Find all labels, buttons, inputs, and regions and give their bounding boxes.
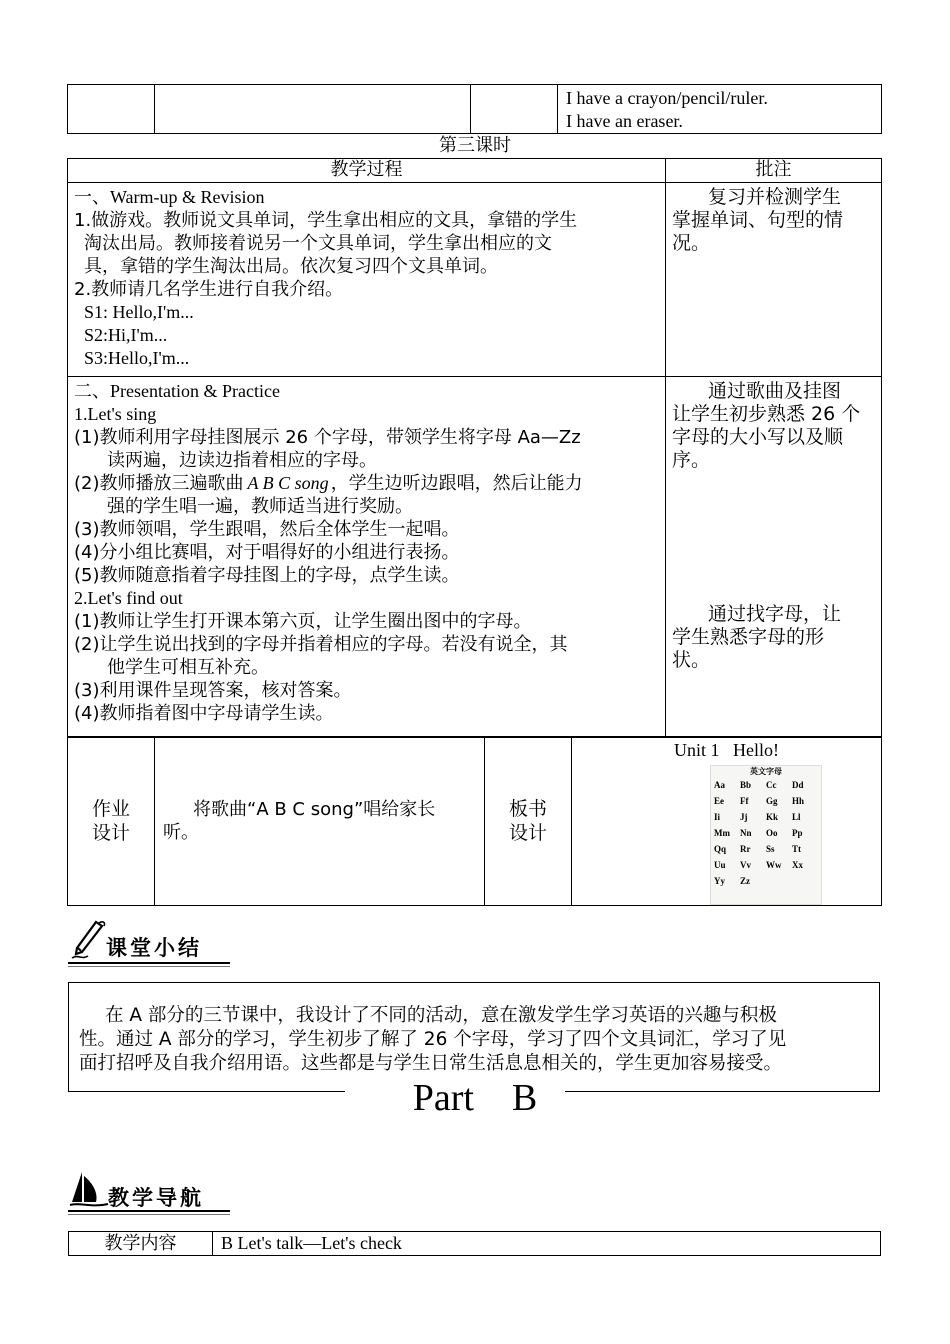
alphabet-chart-title: 英文字母: [750, 767, 782, 776]
section2-note: 字母的大小写以及顺: [672, 426, 844, 448]
section2-line: (4)分小组比赛唱，对于唱得好的小组进行表扬。: [74, 542, 460, 563]
alphabet-letter: Kk: [766, 812, 779, 822]
section2-line: (3)教师领唱，学生跟唱，然后全体学生一起唱。: [74, 519, 460, 540]
alphabet-letter: Uu: [714, 860, 726, 870]
summary-line: 面打招呼及自我介绍用语。这些都是与学生日常生活息息相关的，学生更加容易接受。: [79, 1053, 783, 1074]
section1-line: 1.做游戏。教师说文具单词，学生拿出相应的文具，拿错的学生: [74, 210, 578, 231]
alphabet-letter: Qq: [714, 844, 727, 854]
section2-line: (1)教师利用字母挂图展示 26 个字母，带领学生将字母 Aa—Zz: [74, 427, 581, 448]
board-content-cell: [572, 737, 882, 906]
alphabet-letter: Pp: [792, 828, 803, 838]
section2-note: 学生熟悉字母的形: [672, 626, 825, 648]
section2-note: 通过歌曲及挂图: [708, 380, 842, 402]
alphabet-letter: Ss: [766, 844, 775, 854]
alphabet-letter: Ii: [714, 812, 721, 822]
homework-table: [67, 736, 882, 906]
heading-underline: [68, 966, 230, 967]
top-table-cell-2: [155, 85, 471, 134]
alphabet-letter: Vv: [740, 860, 751, 870]
alphabet-letter: Nn: [740, 828, 752, 838]
homework-content-cell: [155, 737, 485, 906]
alphabet-letter: Ll: [792, 812, 801, 822]
alphabet-letter: Aa: [714, 780, 725, 790]
homework-content: 听。: [163, 822, 199, 843]
section1-line: 2.教师请几名学生进行自我介绍。: [74, 279, 344, 300]
homework-label-cell: [68, 737, 155, 906]
section2-line: (5)教师随意指着字母挂图上的字母，点学生读。: [74, 565, 460, 586]
alphabet-letter: Cc: [766, 780, 777, 790]
guide-heading: [68, 1168, 233, 1218]
heading-underline: [68, 1210, 230, 1212]
section1-cell: [68, 183, 666, 377]
section2-line: 强的学生唱一遍，教师适当进行奖励。: [107, 496, 413, 517]
section1-line: 具，拿错的学生淘汰出局。依次复习四个文具单词。: [84, 256, 498, 277]
lesson-title: 第三课时: [439, 135, 511, 156]
board-title: Unit 1 Hello!: [674, 740, 779, 760]
section2-note: 让学生初步熟悉 26 个: [672, 403, 861, 425]
section2-line-part: ，学生边听边跟唱，然后让能力: [330, 473, 583, 494]
alphabet-letter: Oo: [766, 828, 778, 838]
alphabet-letter: Zz: [740, 876, 750, 886]
board-label-cell: [485, 737, 572, 906]
board-label: 板书: [508, 798, 547, 820]
section1-note: 况。: [672, 232, 711, 254]
guide-heading-text: 教学导航: [108, 1186, 204, 1210]
section2-note-cell: [666, 377, 882, 738]
section2-line: (4)教师指着图中字母请学生读。: [74, 703, 334, 724]
section1-note: 掌握单词、句型的情: [672, 209, 844, 231]
content-value-cell: [213, 1232, 881, 1256]
section2-line-part: (2)教师播放三遍歌曲: [74, 473, 244, 494]
top-table: [67, 84, 882, 134]
alphabet-letter: Ee: [714, 796, 724, 806]
header-process: [68, 159, 666, 183]
section2-line: (1)教师让学生打开课本第六页，让学生圈出图中的字母。: [74, 611, 532, 632]
summary-heading: [68, 918, 233, 968]
section2-cell: [68, 377, 666, 738]
header-notes-label: 批注: [755, 159, 792, 180]
summary-line: 在 A 部分的三节课中，我设计了不同的活动，意在激发学生学习英语的兴趣与积极: [105, 1005, 777, 1026]
part-b-title: Part B: [412, 1077, 538, 1119]
section2-note: 状。: [672, 649, 711, 671]
alphabet-letter: Hh: [792, 796, 805, 806]
section1-dialog: S3:Hello,I'm...: [84, 348, 190, 368]
section2-line: 他学生可相互补充。: [107, 657, 269, 678]
alphabet-letter: Ff: [740, 796, 749, 806]
heading-underline: [68, 1214, 230, 1215]
content-label-cell: [69, 1232, 213, 1256]
section2-note: 序。: [672, 449, 711, 471]
alphabet-letter: Ww: [766, 860, 782, 870]
heading-underline: [68, 962, 230, 964]
section1-note-cell: [666, 183, 882, 377]
section2-subtitle: 1.Let's sing: [74, 404, 157, 424]
alphabet-letter: Jj: [740, 812, 748, 822]
board-label: 设计: [508, 822, 547, 844]
section2-line-mixed: [74, 472, 665, 495]
section2-title: 二、Presentation & Practice: [74, 381, 280, 401]
section1-note: 复习并检测学生: [708, 186, 842, 208]
top-table-line: I have a crayon/pencil/ruler.: [566, 88, 768, 108]
top-table-cell-3: [471, 85, 558, 134]
alphabet-letter: Dd: [792, 780, 804, 790]
section1-line: 淘汰出局。教师接着说另一个文具单词，学生拿出相应的文: [84, 233, 552, 254]
alphabet-letter: Tt: [792, 844, 801, 854]
alphabet-letter: Bb: [740, 780, 752, 790]
top-table-cell-1: [68, 85, 155, 134]
section2-line: 读两遍，边读边指着相应的字母。: [107, 450, 377, 471]
homework-content: 将歌曲“A B C song”唱给家长: [193, 799, 436, 820]
top-table-cell-4: [558, 85, 882, 134]
section2-line: (2)让学生说出找到的字母并指着相应的字母。若没有说全，其: [74, 634, 568, 655]
content-value: B Let's talk—Let's check: [221, 1233, 402, 1253]
alphabet-letter: Xx: [792, 860, 803, 870]
section1-dialog: S2:Hi,I'm...: [84, 325, 168, 345]
alphabet-letter: Gg: [766, 796, 778, 806]
summary-line: 性。通过 A 部分的学习，学生初步了解了 26 个字母，学习了四个文具词汇，学习了见: [79, 1029, 787, 1050]
summary-heading-text: 课堂小结: [106, 936, 202, 960]
section2-subtitle: 2.Let's find out: [74, 588, 183, 608]
top-table-line: I have an eraser.: [566, 111, 683, 131]
alphabet-grid: [711, 778, 821, 889]
content-table: [68, 1231, 881, 1256]
header-process-label: 教学过程: [330, 159, 403, 180]
alphabet-letter: Rr: [740, 844, 751, 854]
alphabet-letter: Yy: [714, 876, 725, 886]
pen-icon: [68, 918, 108, 962]
header-notes: [666, 159, 882, 183]
song-title: A B C song: [247, 473, 329, 493]
homework-label: 作业: [91, 798, 130, 820]
sail-icon: [68, 1168, 110, 1212]
lesson-table: [67, 158, 882, 738]
section2-note: 通过找字母，让: [708, 603, 842, 625]
section1-dialog: S1: Hello,I'm...: [84, 302, 194, 322]
section2-line: (3)利用课件呈现答案，核对答案。: [74, 680, 352, 701]
alphabet-chart: [710, 765, 822, 905]
content-label: 教学内容: [104, 1233, 177, 1254]
section1-title: 一、Warm-up & Revision: [74, 187, 265, 207]
alphabet-letter: Mm: [714, 828, 730, 838]
homework-label: 设计: [91, 822, 130, 844]
